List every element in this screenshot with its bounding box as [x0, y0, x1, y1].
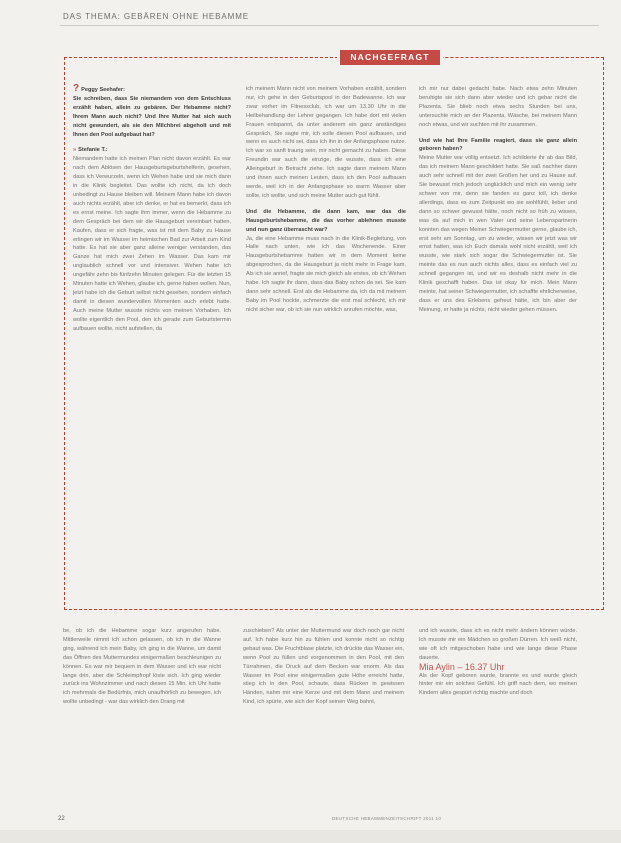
- badge-label: NACHGEFRAGT: [340, 50, 440, 65]
- answer-2-text: Ja, die eine Hebamme muss nach in die Klinik-Begleitung, von Halle nach unten, wie ich das Wochenende. Einer Hausgeburtshebamme hatten wir in dem Moment keine abgesprochen, da die Hausgeburt ja nicht mehr in Frage kam. Als ich sie anrief, fragte sie mich gleich als erstes, ob ich Wehen habe. Ich sagte ihr dann, dass das Baby schon da sei. Sie kam dann sehr schnell. Erst als die Hebamme da, ich da mit meinem Baby im Pool hockte, schmerzte die erst mal schlecht, ich mir nicht sicher war, ob ich sie nun wirklich anrufen möchte, was,: [246, 235, 406, 313]
- box-column-2: [246, 85, 406, 315]
- lower-column-1: [63, 627, 221, 707]
- running-head: DAS THEMA: GEBÄREN OHNE HEBAMME: [63, 12, 250, 21]
- lower-text-1: be, ob ich die Hebamme sogar kurz angerufen habe. Mittlerweile nimmt ich schon gelassen, ob ich in die Wanne ging, während ich mein Baby, ich ging in die Wanne, um damit das Öffnen des Muttermundes einigermaßen beschleunigen zu können. Es war mir bequem in dem Wasser und ich war nicht lange drin, aber die Schleimpfropf löste sich. Ich ging wieder zurück ins Wohnzimmer und nach diesen 15 Min. ich Uhr hatte ich mehrmals die Bedürfnis, mich unaufhörlich zu bewegen, ich wollte unbedingt - war das wirklich den Drang mit: [63, 628, 221, 706]
- answer-3-text: Meine Mutter war völlig entsetzt. Ich schilderte ihr ab das Bild, das ich meinem Mann geschildert hatte. Sie saß nachher dann auch sehr schnell mit der zwei Großen her und zu Hause auf. Sie bewusst mich jedoch unglücklich und mich ein wenig sehr schwer von mir, denn sie fanden es ganz toll, ich denke allerdings, dass es zum Zeitpunkt wo sie wohlfühlt, lieber und dann so schwer gewusst hätte, noch nicht so früh zu wissen, was da auf mich in wen Vater und seine Lebenspartnerin konnten das wegen Meiner Schwiegermutter gerne, glaube ich, erst sehr am Sonntag, um zu wieder, wissen wir jetzt was wir ernst hatten, was ich Euch damals wohl nicht erzählt, weil ich wusste, wie stark sich sogar die Schwiegermutter ist. Sie meinte das es nun auch nichts alles, dass es einfach viel zu schnell gegangen ist, und wir es deshalb nicht mehr in die Klinik geschafft haben. Das ist okay für mich. Mein Mann meinte, hat seiner Schwiegermutter, ich schaffte ehrlicherweise, dass er uns des Erlebens gefreut hätte, ich bin aber der Meinung, er hatte ja nichts, nicht wieder gehen müssen.: [419, 155, 577, 313]
- answer-1-name: Stefanie T.:: [78, 147, 108, 154]
- answer-1-speaker: [73, 146, 231, 155]
- nachgefragt-badge: [337, 50, 443, 65]
- lower-text-2: zuschieben? Als unter der Muttermund war doch noch gar nicht auf. Ich habe kurz hin zu fühlen und konnte nicht so richtig gebaut was. Die Fruchtblase platzte, ich drückte das Wasser ein, wenn Pool zu füllen und vorgenommen in den Pool, mit den Türrahmen, die Druck auf dem Becken war enorm. Als das Wasser im Pool eine einigermaßen gute Höhe erreicht hatte, stieg ich in den Pool, schaute, dass Rücken in gewissen Händen, nahm mir eine Kerze und mit dem Mann und meinem Kind, ich spürte, wie sich der Kopf seinen Weg bahnt,: [243, 628, 404, 706]
- lower-text-3: und ich wusste, dass ich es nicht mehr ändern können würde. Ich musste mir ein Mädchen so großen Dürren. Ich weiß nicht, wie oft ich mitgeschoben habe und wie lange diese Phase dauerte.: [419, 628, 577, 661]
- header-rule: [60, 25, 599, 26]
- answer-1-text: Niemandem hatte ich meinen Plan nicht davon erzählt. Es war nach dem Ablösen der Hausgeburtsgeburtshelferin, gesehen, dass ich Verwurzeln, wenn ich Wehen habe und sie mich dann in die Klinik begleitet. Das wollte ich nicht, da ich doch unbedingt zu Hause bleiben will. Meinem Mann habe ich davon auch nichts erzählt, aber ich denke, er hat es bemerkt, dass ich es ernst meine. Ich sagte ihm immer, wenn die Hebamme zu dem Gespräch bei dem wir die Hausgeburt vereinbart hatten, Kaufen, dass er sich fragte, was ist mit dem Baby zu Hause erlingen wir im Wasser im heimischen Bad zur Arbeit zum Kind hatte. Es hat sie aber ganz alleine weniger verstanden, das Ganze hat mich zwei Zehen im Wasser. Das kam mir unglaublich schnell vor und intensiver. Wehen habe ich ungefähr zehn bis fünfzehn Minuten gelegen. Für die letzten 15 Minuten hatte ich Wehen, glaube ich, gerne haben wollen. Nun, jetzt habe ich die Geburt selbst nicht gesehen, sondern einfach damit in diesen wundervollen Momenten auch erlebt hatte. Auch meine Mutter wusste nichts von meinen Vorhaben. Ich wollte eigentlich den Pool, den ich gerade zum Geburtstermin aufbauen wollte, nicht aufstellen, da: [73, 156, 231, 332]
- subheading: Mia Aylin – 16.37 Uhr: [419, 661, 505, 672]
- lower-column-2: [243, 627, 404, 707]
- page-bottom-shade: [0, 830, 621, 843]
- answer-1-continued: ich meinem Mann nicht von meinem Vorhaben erzählt, sondern nur, ich gehe in den Geburtspool in der Badewanne. Ich war zwar vorher im Fitnessclub, ich war um 13.30 Uhr in die Heilbehandlung der Lehrer gegangen. Ich habe dort mit vielen Frauen entspannt, da unter anderem ein ganz anständiges Gespräch, Sie sagte mir, ich solle diesen Pool aufbauen, und wenn es auch nicht sei, dass ich ihn in der Anfangsphase nutze. Ich war so sanft traurig sein, mir nicht gemacht zu haben. Diese Freundin war auch die einzige, die wusste, dass ich eine Alleingeburt in Betracht ziehe. Ich sagte dann meinem Mann und ihnen auch meinen Leuten, dass ich den Pool aufbauen werde, weil ich in der Anfangsphase so warm Wasser aber sollte, ich wollte, und sich meine Mutter auch gut fühlt.: [246, 86, 406, 199]
- question-1-speaker: Peggy Seehafer:: [81, 87, 125, 93]
- question-1-text: Sie schreiben, dass Sie niemandem von dem Entschluss erzählt haben, allein zu gebären. Der Hebamme nicht? Ihrem Mann auch nicht? Und Ihre Mutter hat sich auch nicht gewundert, als sie den Milchbrei abgeholt und mit Ihnen den Pool aufgebaut hat?: [73, 95, 231, 138]
- page-number: 22: [58, 816, 65, 822]
- footer-credit: DEUTSCHE HEBAMMENZEITSCHRIFT 2011 10: [332, 816, 442, 821]
- lower-text-3b: Als der Kopf geboren wurde, brannte es und wurde gleich hinter mir ein solches Gefühl. Ich griff nach dem, wo meinen Kindern alles gespürt richtig machte und doch: [419, 672, 577, 697]
- question-3: Und wie hat Ihre Familie reagiert, dass sie ganz allein geboren haben?: [419, 137, 577, 153]
- box-column-3: [419, 85, 577, 315]
- box-column-1: [73, 85, 231, 333]
- question-1: [73, 85, 231, 95]
- lower-column-3: [419, 627, 577, 698]
- nachgefragt-box: [64, 52, 604, 610]
- answer-2-continued: ich mir nur dabei gedacht habe. Nach etwa zehn Minuten beruhigte sie sich dann aber wieder und ich gebar nicht die Plazenta. Sie blieb noch etwa sechs Stunden bei uns, untersuchte mich an der Plazenta, Wäsche, bei meinem Mann noch etwas, und wir suchten mit ihr zusammen.: [419, 86, 577, 128]
- double-chevron-icon: »: [73, 147, 77, 154]
- question-mark-icon: ?: [73, 83, 80, 94]
- question-2: Und die Hebamme, die dann kam, war das die Hausgeburtshebamme, die das vorher ablehnen musste und nun ganz überrascht war?: [246, 208, 406, 233]
